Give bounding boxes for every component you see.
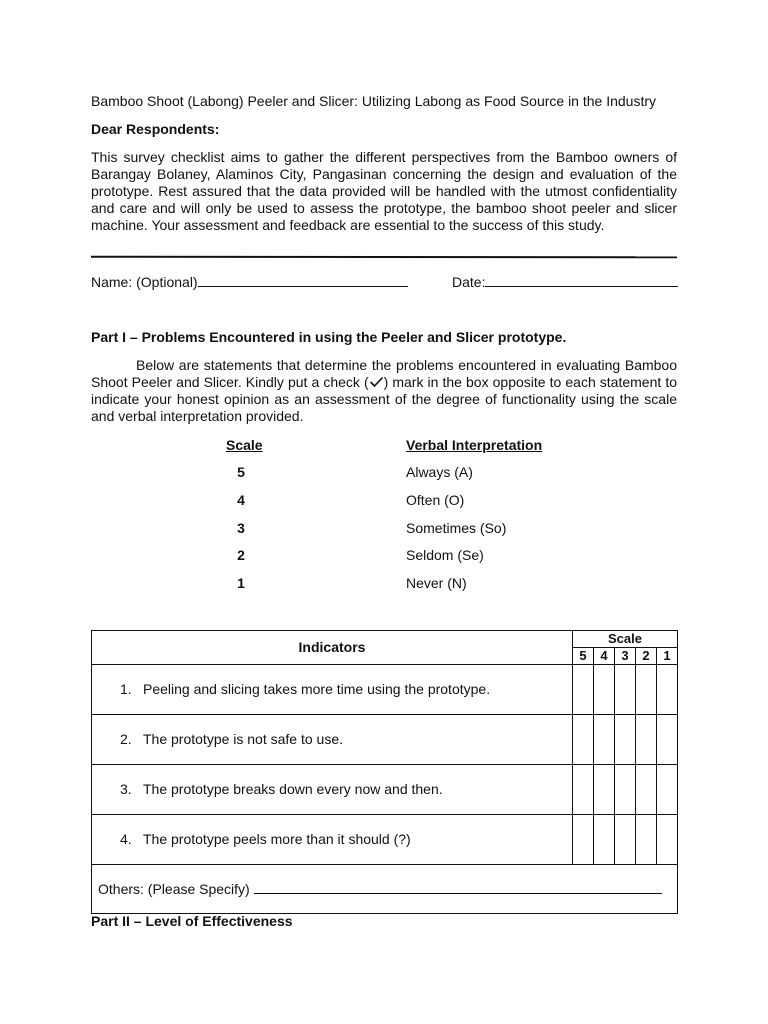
part1-heading: Part I – Problems Encountered in using the Peeler and Slicer prototype.: [91, 329, 567, 345]
name-field[interactable]: [91, 273, 408, 291]
table-scale-header: Scale: [573, 631, 678, 648]
rating-box-3[interactable]: [615, 765, 636, 815]
rating-box-4[interactable]: [594, 715, 615, 765]
part1-description: [91, 357, 677, 425]
greeting: Dear Respondents:: [91, 121, 220, 137]
rating-box-4[interactable]: [594, 765, 615, 815]
scale-legend-value: 4: [237, 492, 245, 508]
others-label: Others: (Please Specify): [98, 881, 250, 897]
scale-legend-value: 2: [237, 547, 245, 563]
indicator-number: 3.: [120, 781, 132, 797]
table-row: [92, 665, 678, 715]
others-cell[interactable]: [92, 865, 678, 914]
scale-legend-value: 1: [237, 575, 245, 591]
scale-column-header: 4: [594, 648, 615, 665]
part2-heading: Part II – Level of Effectiveness: [91, 913, 293, 929]
rating-box-3[interactable]: [615, 715, 636, 765]
intro-paragraph: This survey checklist aims to gather the different perspectives from the Bamboo owners of Barangay Bolaney, Alaminos City, Pangasinan concerning the design and evaluation of the prototype. Rest assured that the data provided will be handled with the utmost confidentiality and care and will only be used to assess the prototype, the bamboo shoot peeler and slicer machine. Your assessment and feedback are essential to the success of this study.: [91, 149, 677, 233]
scale-legend-value: 3: [237, 520, 245, 536]
rating-box-1[interactable]: [657, 765, 678, 815]
name-blank-line[interactable]: [198, 273, 408, 287]
date-blank-line[interactable]: [485, 273, 678, 287]
others-blank-line[interactable]: [254, 880, 662, 894]
scale-column-header: 3: [615, 648, 636, 665]
others-row: [92, 865, 678, 914]
scale-legend-header: Scale: [226, 437, 263, 453]
rating-box-4[interactable]: [594, 815, 615, 865]
check-mark-icon: [369, 376, 384, 388]
rating-box-1[interactable]: [657, 665, 678, 715]
scale-column-header: 5: [573, 648, 594, 665]
scale-legend-label: Always (A): [406, 464, 473, 480]
indicators-table: [91, 630, 678, 914]
rating-box-5[interactable]: [573, 815, 594, 865]
scale-column-header: 1: [657, 648, 678, 665]
indicator-cell: [92, 815, 573, 865]
indicator-cell: [92, 665, 573, 715]
rating-box-1[interactable]: [657, 715, 678, 765]
scale-legend-label: Seldom (Se): [406, 547, 484, 563]
rating-box-3[interactable]: [615, 665, 636, 715]
table-row: [92, 815, 678, 865]
rating-box-5[interactable]: [573, 715, 594, 765]
rating-box-2[interactable]: [636, 715, 657, 765]
indicator-text: The prototype breaks down every now and then.: [143, 781, 443, 797]
indicator-text: Peeling and slicing takes more time using the prototype.: [143, 681, 491, 697]
scale-legend-label: Often (O): [406, 492, 465, 508]
scale-column-header: 2: [636, 648, 657, 665]
rating-box-4[interactable]: [594, 665, 615, 715]
part1-desc-before: Below are statements that determine the problems encountered in evaluating Bamboo Shoot Peeler and Slicer. Kindly put a check (: [91, 357, 677, 390]
rating-box-3[interactable]: [615, 815, 636, 865]
date-field[interactable]: [452, 273, 678, 291]
indicators-header: Indicators: [92, 631, 573, 665]
name-label: Name: (Optional): [91, 274, 198, 290]
indicator-number: 1.: [120, 681, 132, 697]
scale-legend-value: 5: [237, 464, 245, 480]
indicator-number: 2.: [120, 731, 132, 747]
separator-rule: [91, 256, 677, 259]
part1-desc-after: ) mark in the box opposite to each statement to indicate your honest opinion as an assessment of the degree of functionality using the scale and verbal interpretation provided.: [91, 374, 677, 424]
rating-box-2[interactable]: [636, 765, 657, 815]
document-title: Bamboo Shoot (Labong) Peeler and Slicer: Utilizing Labong as Food Source in the Industry: [91, 93, 657, 109]
table-row: [92, 765, 678, 815]
indicator-text: The prototype peels more than it should (?): [143, 831, 411, 847]
rating-box-1[interactable]: [657, 815, 678, 865]
rating-box-2[interactable]: [636, 665, 657, 715]
table-row: [92, 715, 678, 765]
rating-box-5[interactable]: [573, 665, 594, 715]
verbal-legend-header: Verbal Interpretation: [406, 437, 543, 453]
indicator-cell: [92, 765, 573, 815]
indicator-number: 4.: [120, 831, 132, 847]
indicator-cell: [92, 715, 573, 765]
scale-legend-label: Never (N): [406, 575, 467, 591]
indicator-text: The prototype is not safe to use.: [143, 731, 344, 747]
date-label: Date:: [452, 274, 486, 290]
scale-legend-label: Sometimes (So): [406, 520, 507, 536]
rating-box-5[interactable]: [573, 765, 594, 815]
rating-box-2[interactable]: [636, 815, 657, 865]
